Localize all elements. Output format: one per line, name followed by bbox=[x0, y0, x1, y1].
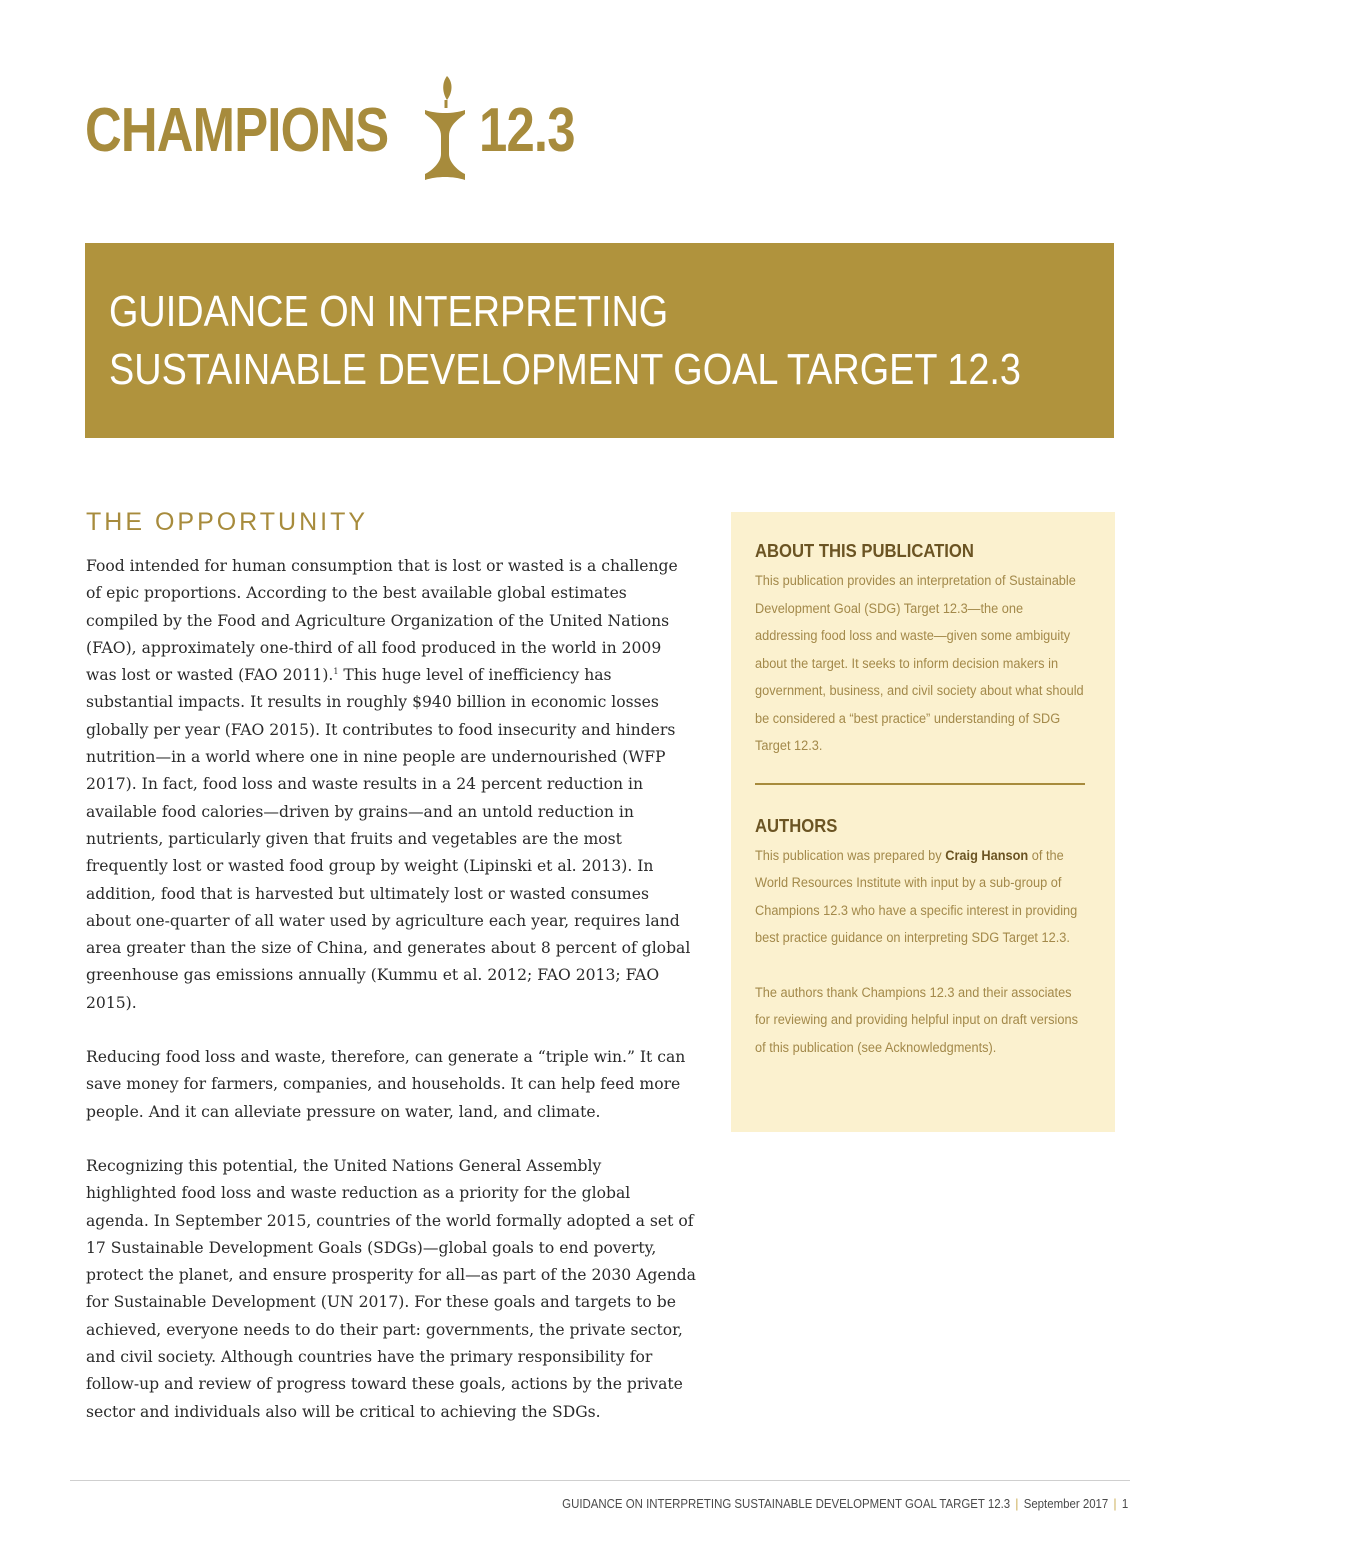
about-heading: ABOUT THIS PUBLICATION bbox=[755, 540, 974, 561]
authors-heading: AUTHORS bbox=[755, 814, 838, 836]
document-title bbox=[85, 243, 1169, 438]
sdg-label-line-1: RESPONSIBLE bbox=[1229, 260, 1342, 281]
sdg-number: 12 bbox=[1183, 257, 1223, 306]
paragraph-1-part-a: Food intended for human consumption that is lost or wasted is a challenge of epic proportions. According to the best available global estimates compiled by the Food and Agriculture Organization of the United Nations (FAO), approximately one-third of all food produced in the world in 2009 was lost or wasted (FAO 2011). bbox=[86, 557, 678, 685]
title-banner bbox=[85, 243, 1372, 438]
footer-separator: | bbox=[1015, 1496, 1019, 1511]
sdg-label bbox=[1229, 259, 1372, 328]
authors-text bbox=[755, 843, 1088, 953]
paragraph-2: Reducing food loss and waste, therefore, can generate a “triple win.” It can save money for farmers, companies, and households. It can help feed more people. And it can alleviate pressure on water, land, and climate. bbox=[86, 1048, 686, 1121]
footer-separator: | bbox=[1113, 1496, 1117, 1511]
infinity-arrow-icon bbox=[1197, 343, 1337, 413]
footer-title: GUIDANCE ON INTERPRETING SUSTAINABLE DEVELOPMENT GOAL TARGET 12.3 bbox=[561, 1496, 1010, 1511]
logo-number: 12.3 bbox=[478, 95, 575, 165]
sidebar-divider bbox=[755, 783, 1085, 785]
paragraph-1-part-b: This huge level of inefficiency has substantial impacts. It results in roughly $940 billion in economic losses globally per year (FAO 2015). It contributes to food insecurity and hinders nutrition—in a world where one in nine people are undernourished (WFP 2017). In fact, food loss and waste results in a 24 percent reduction in available food calories—driven by grains—and an untold reduction in nutrients, particularly given that fruits and vegetables are the most frequently lost or wasted food group by weight (Lipinski et al. 2013). In addition, food that is harvested but ultimately lost or wasted consumes about one-quarter of all water used by agriculture each year, requires land area greater than the size of China, and generates about 8 percent of global greenhouse gas emissions annually (Kummu et al. 2012; FAO 2013; FAO 2015). bbox=[86, 666, 691, 1012]
footer-date: September 2017 bbox=[1023, 1496, 1109, 1511]
footnote-marker[interactable]: 1 bbox=[333, 667, 339, 676]
page-footer bbox=[562, 1496, 1128, 1511]
paragraph-1 bbox=[86, 553, 696, 1017]
document-title-line-2: SUSTAINABLE DEVELOPMENT GOAL TARGET 12.3 bbox=[109, 345, 1021, 394]
apple-core-icon bbox=[417, 70, 473, 190]
main-body-text bbox=[86, 553, 696, 1453]
about-text: This publication provides an interpretation of Sustainable Development Goal (SDG) Target 12.3—the one addressing food loss and waste—given some ambiguity about the target. It seeks to inform decision makers in government, business, and civil society about what should be considered a “best practice” understanding of SDG Target 12.3. bbox=[755, 573, 1084, 754]
sidebar-box bbox=[731, 512, 1115, 1132]
logo-wordmark: CHAMPIONS bbox=[85, 95, 389, 165]
footer-divider bbox=[70, 1480, 1130, 1481]
authors-text-b: of the World Resources Institute with input by a sub-group of Champions 12.3 who have a specific interest in providing best practice guidance on interpreting SDG Target 12.3. bbox=[755, 847, 1078, 946]
authors-text-a: This publication was prepared by bbox=[755, 847, 946, 864]
section-heading: THE OPPORTUNITY bbox=[86, 508, 369, 536]
sdg-label-line-2: CONSUMPTION bbox=[1229, 283, 1347, 304]
champions-logo bbox=[85, 70, 596, 190]
thanks-text: The authors thank Champions 12.3 and their associates for reviewing and providing helpful input on draft versions of this publication (see Acknowledgments). bbox=[755, 984, 1078, 1056]
page-number: 1 bbox=[1121, 1496, 1128, 1511]
document-title-line-1: GUIDANCE ON INTERPRETING bbox=[109, 287, 669, 336]
author-name: Craig Hanson bbox=[945, 847, 1029, 864]
paragraph-3: Recognizing this potential, the United Nations General Assembly highlighted food loss and waste reduction as a priority for the global agenda. In September 2015, countries of the world formally adopted a set of 17 Sustainable Development Goals (SDGs)—global goals to end poverty, protect the planet, and ensure prosperity for all—as part of the 2030 Agenda for Sustainable Development (UN 2017). For these goals and targets to be achieved, everyone needs to do their part: governments, the private sector, and civil society. Although countries have the primary responsibility for follow-up and review of progress toward these goals, actions by the private sector and individuals also will be critical to achieving the SDGs. bbox=[86, 1156, 696, 1421]
sdg-label-line-3: AND PRODUCTION bbox=[1229, 306, 1372, 327]
